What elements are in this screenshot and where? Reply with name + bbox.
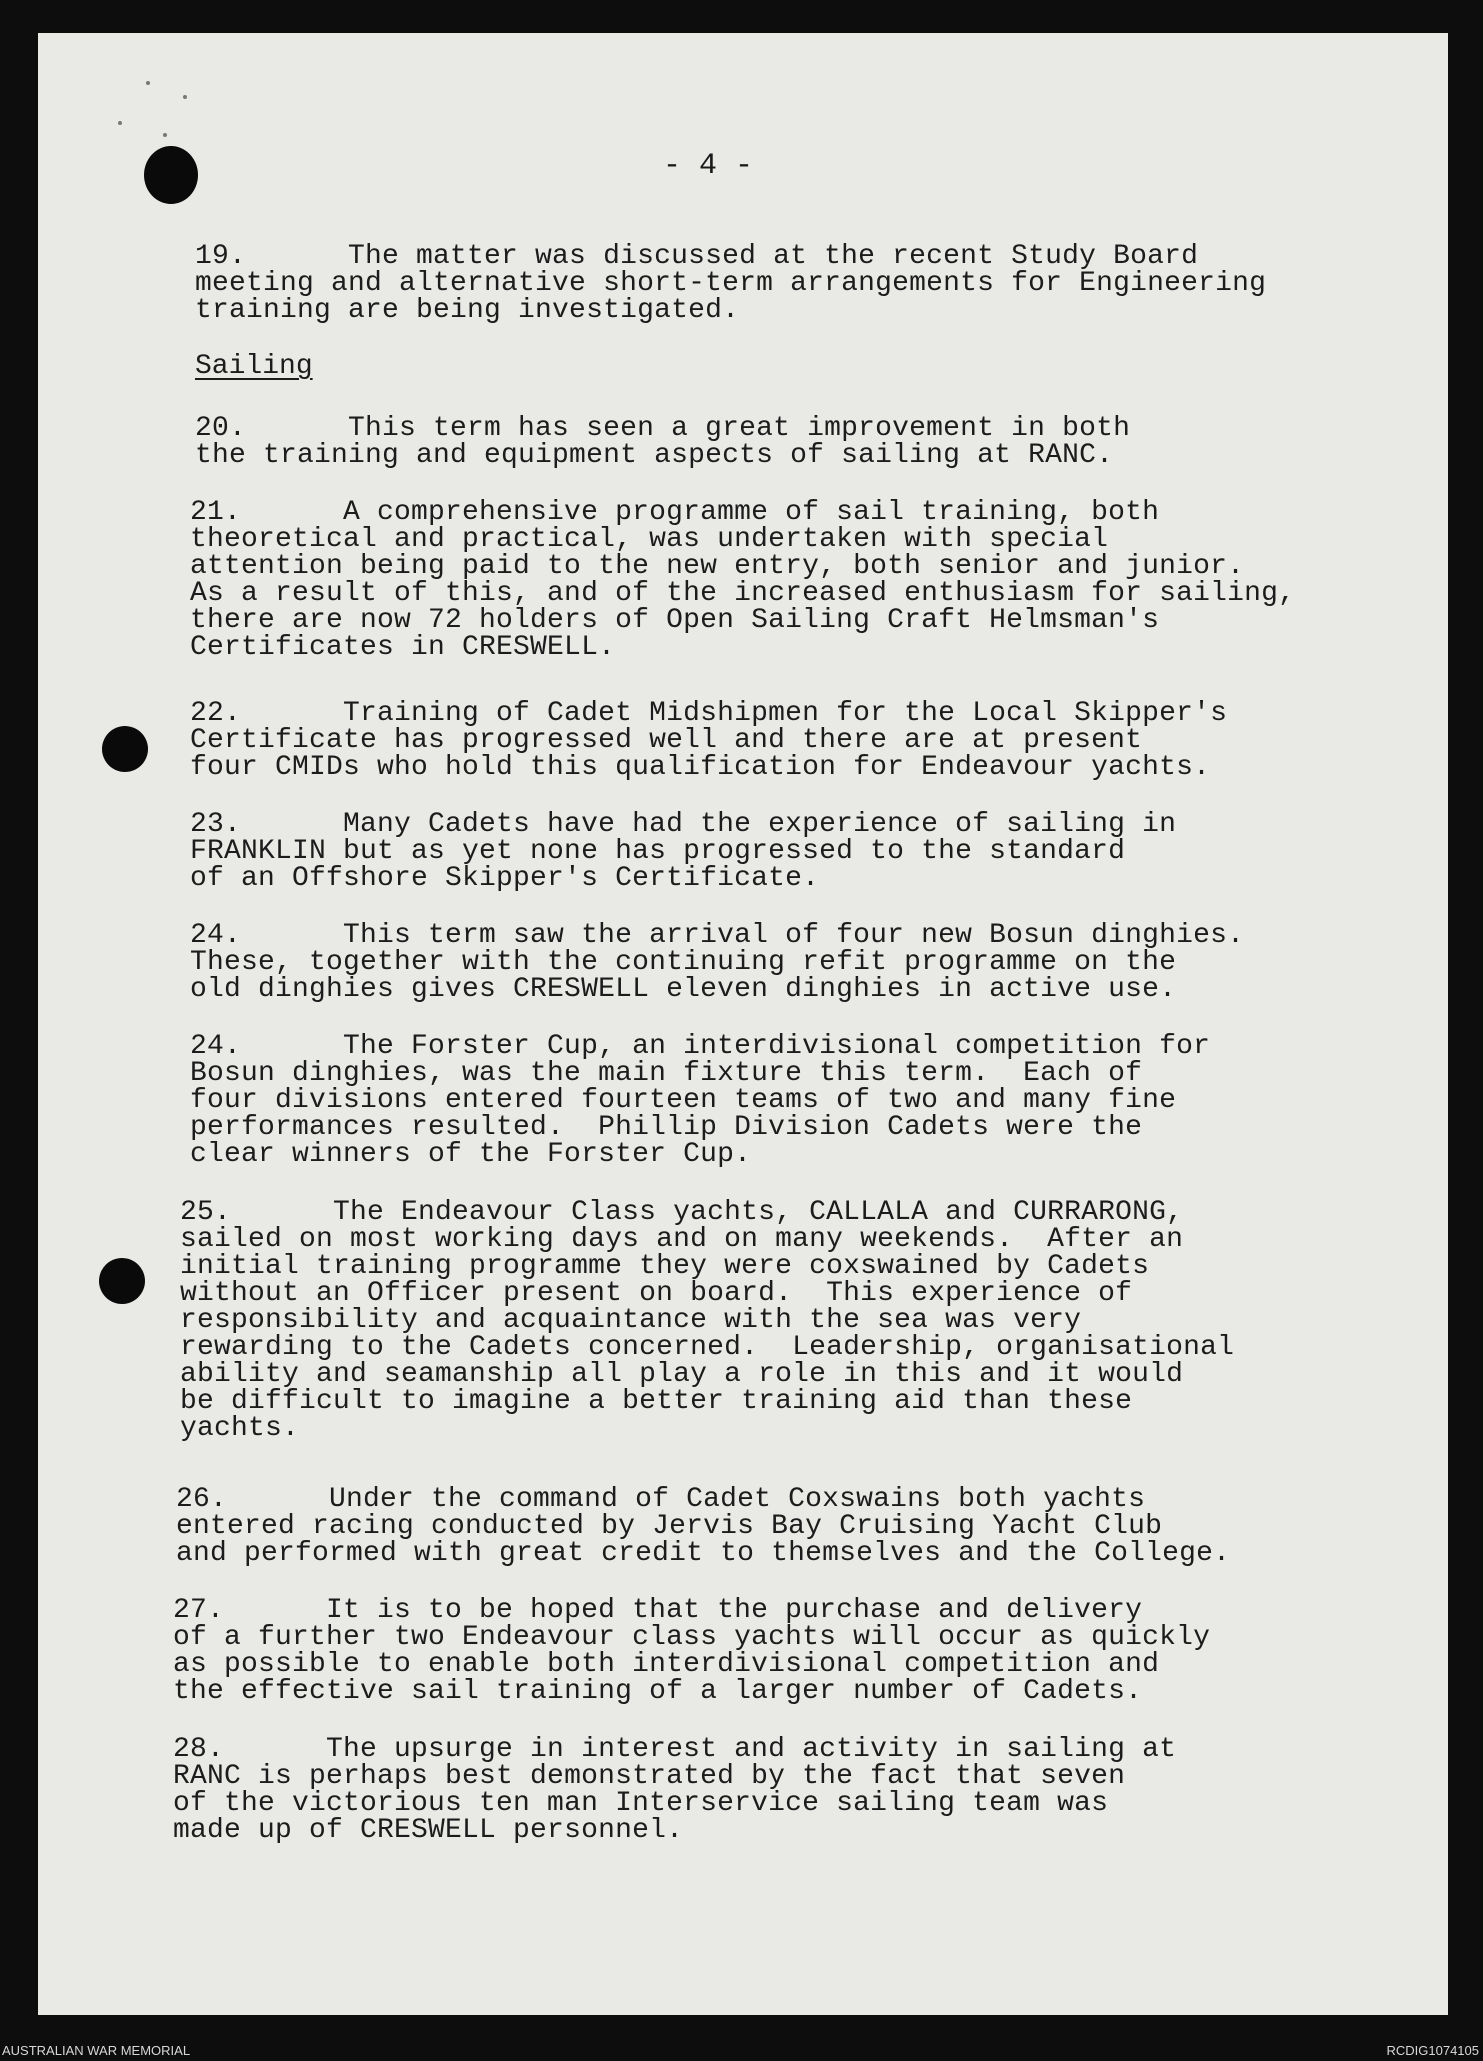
paragraph-26: 26. Under the command of Cadet Coxswains both yachts entered racing conducted by Jervis Bay Cruising Yacht Club and performed with great credit to themselves and the College.: [176, 1484, 1231, 1569]
paper-speck: [118, 121, 122, 125]
paragraph-20: 20. This term has seen a great improvement in both the training and equipment aspects of sailing at RANC.: [195, 413, 1131, 471]
punch-hole: [99, 1258, 145, 1304]
paragraph-21: 21. A comprehensive programme of sail training, both theoretical and practical, was undertaken with special attention being paid to the new entry, both senior and junior. As a result of this, and of the increased enthusiasm for sailing, there are now 72 holders of Open Sailing Craft Helmsman's Certificates in CRESWELL.: [190, 497, 1296, 663]
paragraph-27: 27. It is to be hoped that the purchase and delivery of a further two Endeavour class yachts will occur as quickly as possible to enable both interdivisional competition and the effective sail training of a larger number of Cadets.: [173, 1595, 1211, 1707]
paper-speck: [183, 95, 187, 99]
paragraph-19: 19. The matter was discussed at the recent Study Board meeting and alternative short-term arrangements for Engineering training are being investigated.: [195, 241, 1267, 326]
paper-speck: [146, 81, 150, 85]
paragraph-24a: 24. This term saw the arrival of four new Bosun dinghies. These, together with the continuing refit programme on the old dinghies gives CRESWELL eleven dinghies in active use.: [190, 920, 1245, 1005]
page-number: - 4 -: [663, 149, 754, 183]
punch-hole: [102, 726, 148, 772]
archive-footer: [0, 2038, 1483, 2061]
section-heading: Sailing: [195, 351, 313, 382]
archive-name: AUSTRALIAN WAR MEMORIAL: [2, 2043, 191, 2058]
document-page: [38, 33, 1448, 2015]
paragraph-25: 25. The Endeavour Class yachts, CALLALA and CURRARONG, sailed on most working days and on many weekends. After an initial training programme they were coxswained by Cadets without an Officer present on board. This experience of responsibility and acquaintance with the sea was very rewarding to the Cadets concerned. Leadership, organisational ability and seamanship all play a role in this and it would be difficult to imagine a better training aid than these yachts.: [180, 1197, 1235, 1444]
paragraph-22: 22. Training of Cadet Midshipmen for the Local Skipper's Certificate has progressed well and there are at present four CMIDs who hold this qualification for Endeavour yachts.: [190, 698, 1228, 783]
punch-hole: [144, 146, 198, 204]
paper-speck: [163, 133, 167, 137]
paragraph-24b: 24. The Forster Cup, an interdivisional competition for Bosun dinghies, was the main fixture this term. Each of four divisions entered fourteen teams of two and many fine performances resulted. Phillip Division Cadets were the clear winners of the Forster Cup.: [190, 1031, 1211, 1170]
paragraph-28: 28. The upsurge in interest and activity in sailing at RANC is perhaps best demonstrated by the fact that seven of the victorious ten man Interservice sailing team was made up of CRESWELL personnel.: [173, 1734, 1177, 1846]
archive-id: RCDIG1074105: [1386, 2043, 1479, 2058]
paragraph-23: 23. Many Cadets have had the experience of sailing in FRANKLIN but as yet none has progressed to the standard of an Offshore Skipper's Certificate.: [190, 809, 1177, 894]
